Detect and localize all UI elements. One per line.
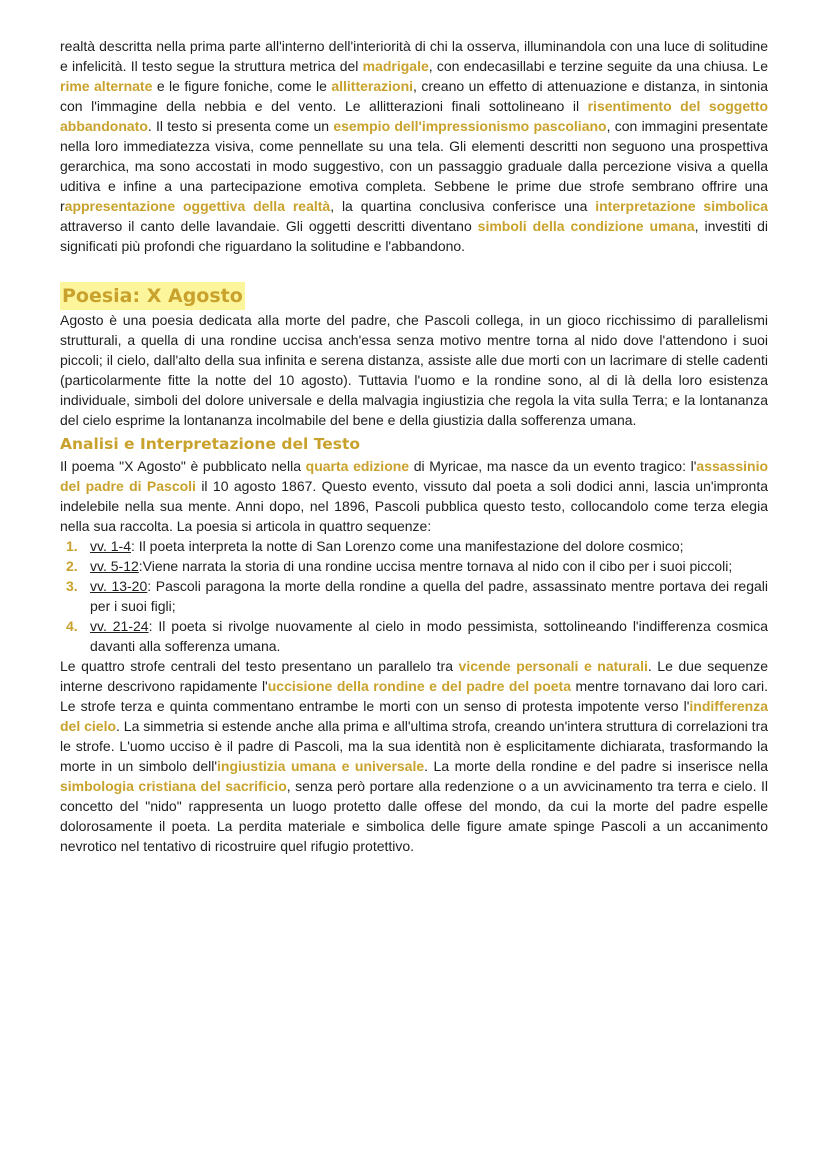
conclusion-text: , senza però portare alla redenzione o a un avvicinamento tra terra e cielo. Il concetto del "nido" rappresenta un luogo protetto dalle offese del mondo, da cui la morte del padre espelle dolorosamente il poeta. La perdita materiale e simbolica delle figure amate spinge Pascoli a un accanimento nevrotico nel tentativo di ricostruire quel rifugio protettivo.	[60, 778, 768, 854]
verse-reference: vv. 21-24	[90, 618, 149, 634]
list-item-text: : Il poeta interpreta la notte di San Lorenzo come una manifestazione del dolore cosmico;	[130, 538, 684, 554]
highlight-term: indifferenza del cielo	[60, 698, 768, 734]
intro-paragraph	[60, 36, 768, 256]
list-item	[60, 536, 768, 556]
highlight-term: interpretazione simbolica	[595, 198, 768, 214]
highlight-term: rime alternate	[60, 78, 153, 94]
intro-text: , creano un effetto di attenuazione e distanza, in sintonia con l'immagine della nebbia e del vento. Le allitterazioni finali sottolineano il	[60, 78, 768, 114]
highlight-term: madrigale	[362, 58, 429, 74]
sequence-list	[60, 536, 768, 656]
conclusion-text: . La simmetria si estende anche alla prima e all'ultima strofa, creando un'intera struttura di correlazioni tra le strofe. L'uomo ucciso è il padre di Pascoli, ma la sua identità non è esplicitamente dichiarata, trasformando la morte in un simbolo dell'	[60, 718, 769, 774]
list-number: 4.	[66, 618, 78, 634]
verse-reference: vv. 5-12	[90, 558, 139, 574]
highlight-term: esempio dell'impressionismo pascoliano	[333, 118, 607, 134]
verse-reference: vv. 13-20	[90, 578, 148, 594]
list-number: 1.	[66, 538, 78, 554]
document-page	[60, 36, 768, 856]
list-item-text: : Il poeta si rivolge nuovamente al cielo in modo pessimista, sottolineando l'indifferenza cosmica davanti alla sofferenza umana.	[90, 618, 768, 654]
highlight-term: assassinio del padre di Pascoli	[60, 458, 769, 494]
analysis-text: Il poema "X Agosto" è pubblicato nella	[60, 458, 306, 474]
highlight-term: vicende personali e naturali	[458, 658, 648, 674]
list-item	[60, 576, 768, 616]
conclusion-text: . Le due sequenze interne descrivono rapidamente l'	[60, 658, 768, 694]
list-number: 2.	[66, 558, 78, 574]
intro-text: , investiti di significati più profondi che riguardano la solitudine e l'abbandono.	[60, 218, 768, 254]
highlight-term: allitterazioni	[331, 78, 414, 94]
highlight-term: quarta edizione	[305, 458, 410, 474]
highlight-term: simboli della condizione umana	[477, 218, 695, 234]
intro-text: . Il testo si presenta come un	[147, 118, 334, 134]
intro-text: e le figure foniche, come le	[152, 78, 332, 94]
list-item-text: :Viene narrata la storia di una rondine uccisa mentre tornava al nido con il cibo per i suoi piccoli;	[138, 558, 733, 574]
page-title-wrap	[60, 282, 768, 310]
verse-reference: vv. 1-4	[90, 538, 131, 554]
list-item	[60, 556, 768, 576]
highlight-term: ingiustizia umana e universale	[217, 758, 425, 774]
summary-paragraph: Agosto è una poesia dedicata alla morte del padre, che Pascoli collega, in un gioco ricchissimo di parallelismi strutturali, a quella di una rondine uccisa anch'essa senza motivo mentre torna al nido dove l'attendono i suoi piccoli; il cielo, dall'alto della sua infinita e serena distanza, assiste alle due morti con un lacrimare di stelle cadenti (particolarmente fitte la notte del 10 agosto). Tuttavia l'uomo e la rondine sono, al di là della loro esistenza individuale, simboli del dolore universale e della malvagia ingiustizia che regola la vita sulla Terra; e la lontananza del cielo esprime la lontananza incolmabile del bene e della giustizia dalla sofferenza umana.	[60, 312, 768, 428]
analysis-paragraph	[60, 456, 768, 536]
section-heading: Analisi e Interpretazione del Testo	[60, 435, 361, 453]
analysis-text: di Myricae, ma nasce da un evento tragico: l'	[409, 458, 697, 474]
intro-text: , la quartina conclusiva conferisce una	[330, 198, 596, 214]
highlight-term: risentimento del soggetto abbandonato	[60, 98, 769, 134]
list-item-text: : Pascoli paragona la morte della rondine a quella del padre, assassinato mentre portava dei regali per i suoi figli;	[90, 578, 769, 614]
intro-text: attraverso il canto delle lavandaie. Gli oggetti descritti diventano	[60, 218, 478, 234]
conclusion-text: mentre tornavano dai loro cari. Le strofe terza e quinta commentano entrambe le morti con un senso di protesta impotente verso l'	[60, 678, 768, 714]
highlight-term: simbologia cristiana del sacrificio	[60, 778, 287, 794]
list-number: 3.	[66, 578, 78, 594]
intro-text: , con endecasillabi e terzine seguite da una chiusa. Le	[428, 58, 768, 74]
intro-text: , con immagini presentate nella loro immediatezza visiva, come pennellate su una tela. Gli elementi descritti non seguono una prospettiva gerarchica, ma sono accostati in modo suggestivo, con un passaggio graduale dalla percezione visiva a quella uditiva e infine a una partecipazione emotiva completa. Sebbene le prime due strofe sembrano offrire una r	[60, 118, 768, 214]
analysis-text: il 10 agosto 1867. Questo evento, vissuto dal poeta a soli dodici anni, lascia un'impronta indelebile nella sua mente. Anni dopo, nel 1896, Pascoli pubblica questo testo, collocandolo come terza elegia nella sua raccolta. La poesia si articola in quattro sequenze:	[60, 478, 768, 534]
conclusion-paragraph	[60, 656, 768, 856]
conclusion-text: Le quattro strofe centrali del testo presentano un parallelo tra	[60, 658, 459, 674]
conclusion-text: . La morte della rondine e del padre si inserisce nella	[424, 758, 768, 774]
intro-text: realtà descritta nella prima parte all'interno dell'interiorità di chi la osserva, illuminandola con una luce di solitudine e infelicità. Il testo segue la struttura metrica del	[60, 38, 768, 74]
highlight-term: uccisione della rondine e del padre del poeta	[267, 678, 571, 694]
list-item	[60, 616, 768, 656]
page-title: Poesia: X Agosto	[60, 282, 245, 310]
highlight-term: appresentazione oggettiva della realtà	[64, 198, 331, 214]
